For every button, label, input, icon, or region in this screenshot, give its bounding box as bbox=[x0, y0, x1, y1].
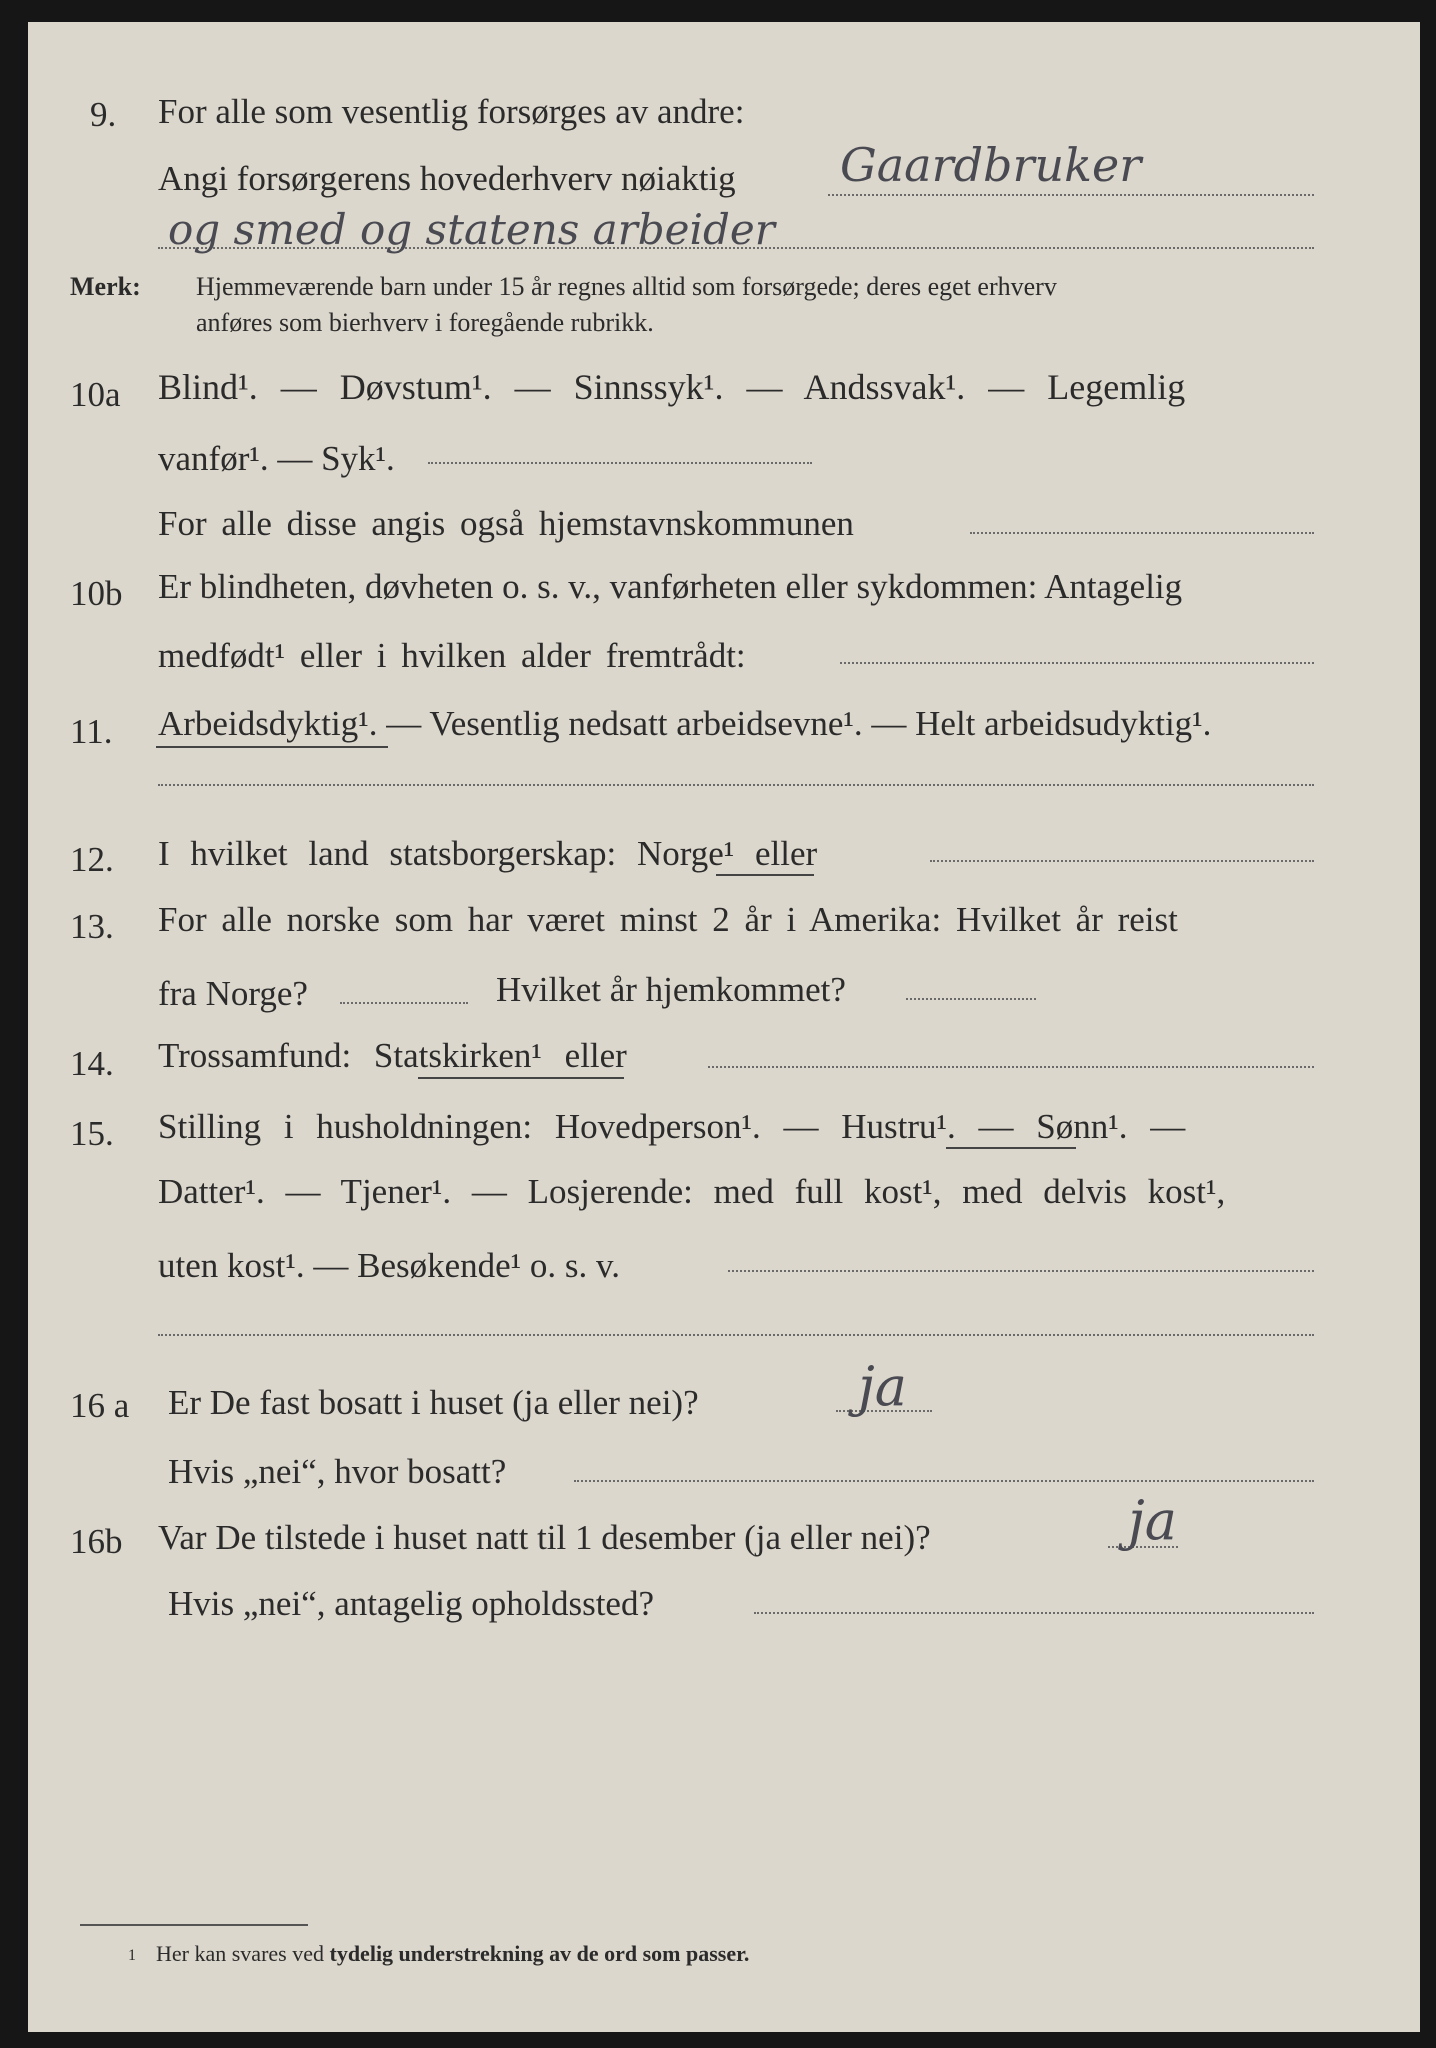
q15-text-line3: uten kost¹. — Besøkende¹ o. s. v. bbox=[158, 1246, 621, 1285]
q12-number: 12. bbox=[70, 840, 114, 879]
merk-text-line1: Hjemmeværende barn under 15 år regnes alltid som forsørgede; deres eget erhverv bbox=[196, 272, 1057, 301]
q10b-answer-line bbox=[840, 662, 1314, 664]
q9-text-line2: Angi forsørgerens hovederhverv nøiaktig bbox=[158, 159, 736, 198]
q9-text-line1: For alle som vesentlig forsørges av andre: bbox=[158, 92, 745, 131]
merk-text-line2: anføres som bierhverv i foregående rubrikk. bbox=[196, 308, 654, 337]
q12-answer-line bbox=[930, 860, 1314, 862]
q15-answer-line1 bbox=[728, 1270, 1314, 1272]
q16b-text-line2: Hvis „nei“, antagelig opholdssted? bbox=[168, 1584, 654, 1623]
q9-handwritten-answer1: Gaardbruker bbox=[840, 138, 1142, 192]
q14-text-line1: Trossamfund: Statskirken¹ eller bbox=[158, 1036, 627, 1075]
q16a-text-line2: Hvis „nei“, hvor bosatt? bbox=[168, 1452, 507, 1491]
q16a-number: 16 a bbox=[70, 1386, 130, 1425]
q16b-answer-line2 bbox=[754, 1612, 1314, 1614]
census-form-page bbox=[28, 22, 1420, 2032]
footnote-text-bold: tydelig understrekning av de ord som passer. bbox=[329, 1941, 750, 1966]
q16b-handwritten-answer: ja bbox=[1128, 1489, 1177, 1552]
q11-answer-line bbox=[158, 784, 1314, 786]
q11-number: 11. bbox=[70, 712, 113, 751]
q16a-text-line1: Er De fast bosatt i huset (ja eller nei)? bbox=[168, 1383, 699, 1422]
q10b-number: 10b bbox=[70, 574, 123, 613]
q16b-number: 16b bbox=[70, 1522, 123, 1561]
q11-arbeidsdyktig-underline bbox=[156, 746, 388, 748]
q13-reist-answer-line bbox=[340, 1002, 468, 1004]
merk-label: Merk: bbox=[70, 272, 141, 301]
q16a-answer-line2 bbox=[574, 1480, 1314, 1482]
q10b-text-line1: Er blindheten, døvheten o. s. v., vanførheten eller sykdommen: Antagelig bbox=[158, 567, 1183, 606]
q12-norge-underline bbox=[716, 874, 814, 876]
q16a-handwritten-answer: ja bbox=[858, 1355, 907, 1418]
q14-number: 14. bbox=[70, 1044, 114, 1083]
q13-text-line2b: Hvilket år hjemkommet? bbox=[496, 970, 846, 1009]
q10a-text-line1: Blind¹. — Døvstum¹. — Sinnssyk¹. — Andssvak¹. — Legemlig bbox=[158, 367, 1186, 407]
q13-hjemkommet-answer-line bbox=[906, 998, 1036, 1000]
footnote-text-normal: Her kan svares ved bbox=[156, 1941, 324, 1966]
q15-text-line1: Stilling i husholdningen: Hovedperson¹. — Hustru¹. — Sønn¹. — bbox=[158, 1107, 1186, 1146]
footnote-text bbox=[156, 1940, 749, 1968]
q10a-hjemstavn-answer-line bbox=[970, 532, 1314, 534]
q9-number: 9. bbox=[90, 95, 117, 134]
q12-text-line1: I hvilket land statsborgerskap: Norge¹ eller bbox=[158, 834, 818, 873]
q10a-text-line3: For alle disse angis også hjemstavnskommunen bbox=[158, 504, 854, 543]
q13-number: 13. bbox=[70, 907, 114, 946]
q10a-syk-answer-line bbox=[428, 462, 812, 464]
q16b-text-line1: Var De tilstede i huset natt til 1 desember (ja eller nei)? bbox=[158, 1518, 931, 1557]
q15-hustru-underline bbox=[946, 1147, 1076, 1149]
q9-handwritten-answer2: og smed og statens arbeider bbox=[168, 205, 775, 254]
footnote-mark: 1 bbox=[128, 1947, 136, 1964]
q13-text-line2a: fra Norge? bbox=[158, 974, 308, 1013]
q10a-text-line2: vanfør¹. — Syk¹. bbox=[158, 439, 395, 478]
footnote-rule bbox=[80, 1924, 308, 1926]
q13-text-line1: For alle norske som har været minst 2 år i Amerika: Hvilket år reist bbox=[158, 900, 1178, 939]
q15-text-line2: Datter¹. — Tjener¹. — Losjerende: med full kost¹, med delvis kost¹, bbox=[158, 1172, 1226, 1211]
q14-answer-line bbox=[708, 1066, 1314, 1068]
q14-statskirken-underline bbox=[418, 1077, 624, 1079]
q15-answer-line2 bbox=[158, 1334, 1314, 1336]
q15-number: 15. bbox=[70, 1114, 114, 1153]
q9-answer-line1 bbox=[828, 194, 1314, 196]
q10b-text-line2: medfødt¹ eller i hvilken alder fremtrådt: bbox=[158, 636, 746, 675]
q11-text-line1: Arbeidsdyktig¹. — Vesentlig nedsatt arbeidsevne¹. — Helt arbeidsudyktig¹. bbox=[158, 704, 1212, 743]
q10a-number: 10a bbox=[70, 375, 121, 414]
